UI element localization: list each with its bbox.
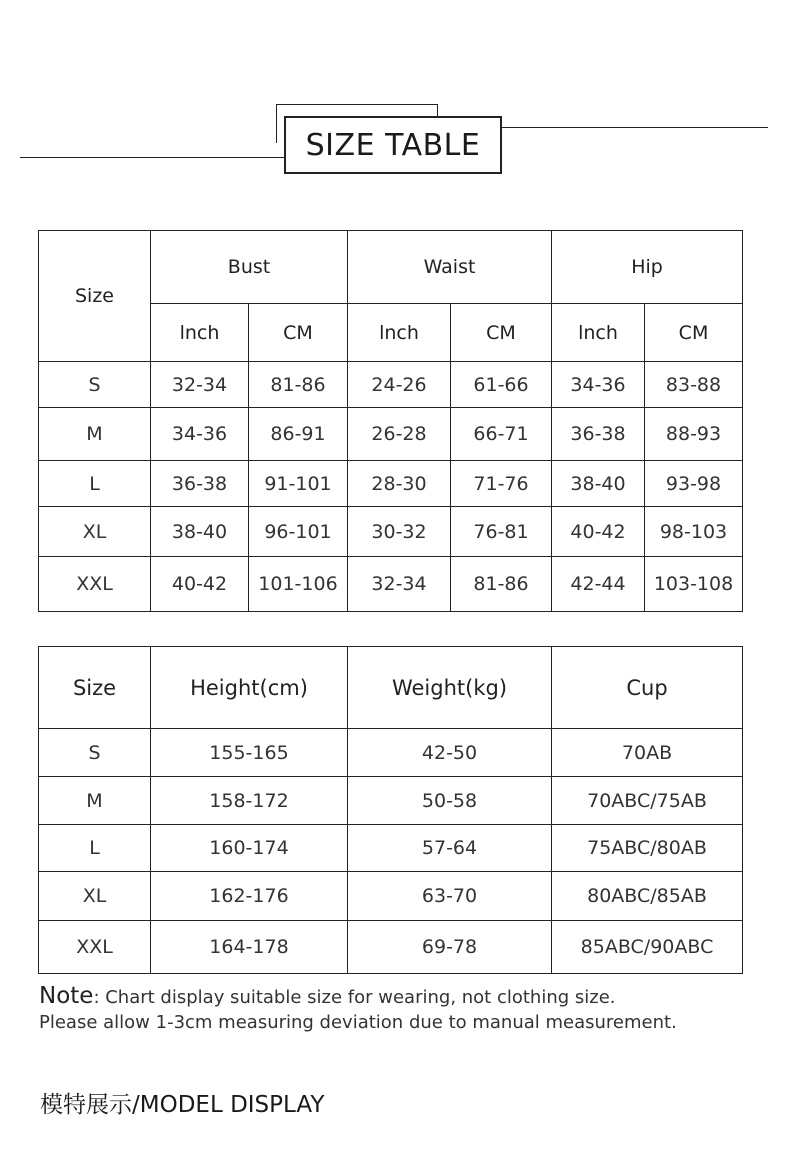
- fit-header-row: [39, 647, 743, 729]
- table-row: [39, 408, 743, 461]
- table-cell: 38-40: [552, 461, 645, 507]
- size-cell: XL: [39, 507, 151, 557]
- table-row: [39, 461, 743, 507]
- unit-header: CM: [249, 304, 348, 362]
- unit-header: lnch: [151, 304, 249, 362]
- unit-header: CM: [645, 304, 743, 362]
- table-cell: 91-101: [249, 461, 348, 507]
- height-header: Height(cm): [151, 647, 348, 729]
- size-table-title-text: SIZE TABLE: [305, 127, 481, 163]
- table-cell: 40-42: [552, 507, 645, 557]
- table-cell: 80ABC/85AB: [552, 872, 743, 921]
- waist-group-header: Waist: [348, 231, 552, 304]
- size-cell: M: [39, 408, 151, 461]
- size-column-header: Size: [39, 231, 151, 362]
- table-cell: 103-108: [645, 557, 743, 612]
- table-row: [39, 921, 743, 974]
- table-row: [39, 825, 743, 872]
- table-cell: 50-58: [348, 777, 552, 825]
- size-cell: XXL: [39, 557, 151, 612]
- title-left-rule: [20, 157, 290, 158]
- table-cell: 36-38: [552, 408, 645, 461]
- table-cell: 75ABC/80AB: [552, 825, 743, 872]
- table-cell: 26-28: [348, 408, 451, 461]
- table-cell: 76-81: [451, 507, 552, 557]
- table-cell: 34-36: [552, 362, 645, 408]
- bust-group-header: Bust: [151, 231, 348, 304]
- table-cell: 85ABC/90ABC: [552, 921, 743, 974]
- table-cell: 98-103: [645, 507, 743, 557]
- note-text-1: : Chart display suitable size for wearing, not clothing size.: [93, 987, 616, 1008]
- table-cell: 70ABC/75AB: [552, 777, 743, 825]
- table-cell: 34-36: [151, 408, 249, 461]
- table-cell: 36-38: [151, 461, 249, 507]
- note-line-1: [39, 984, 759, 1010]
- table-cell: 83-88: [645, 362, 743, 408]
- hip-group-header: Hip: [552, 231, 743, 304]
- table-row: [39, 507, 743, 557]
- size-cell: XXL: [39, 921, 151, 974]
- table-cell: 24-26: [348, 362, 451, 408]
- table-cell: 158-172: [151, 777, 348, 825]
- table-cell: 69-78: [348, 921, 552, 974]
- table-cell: 32-34: [348, 557, 451, 612]
- table-cell: 40-42: [151, 557, 249, 612]
- table-cell: 61-66: [451, 362, 552, 408]
- table-cell: 38-40: [151, 507, 249, 557]
- unit-header: lnch: [348, 304, 451, 362]
- table-cell: 66-71: [451, 408, 552, 461]
- cup-header: Cup: [552, 647, 743, 729]
- table-cell: 164-178: [151, 921, 348, 974]
- table-cell: 32-34: [151, 362, 249, 408]
- size-cell: L: [39, 461, 151, 507]
- table-cell: 81-86: [249, 362, 348, 408]
- table-cell: 70AB: [552, 729, 743, 777]
- table-cell: 28-30: [348, 461, 451, 507]
- size-cell: XL: [39, 872, 151, 921]
- table-cell: 155-165: [151, 729, 348, 777]
- size-cell: L: [39, 825, 151, 872]
- table-cell: 81-86: [451, 557, 552, 612]
- note-block: [39, 984, 759, 1035]
- table-row: [39, 362, 743, 408]
- table-row: [39, 557, 743, 612]
- size-cell: M: [39, 777, 151, 825]
- table-cell: 101-106: [249, 557, 348, 612]
- note-text-2: Please allow 1-3cm measuring deviation due to manual measurement.: [39, 1012, 677, 1033]
- table-row: [39, 729, 743, 777]
- unit-header: CM: [451, 304, 552, 362]
- table-cell: 93-98: [645, 461, 743, 507]
- table-cell: 96-101: [249, 507, 348, 557]
- model-display-heading: 模特展示/MODEL DISPLAY: [40, 1092, 325, 1118]
- title-right-rule: [472, 127, 768, 128]
- table-cell: 30-32: [348, 507, 451, 557]
- weight-header: Weight(kg): [348, 647, 552, 729]
- table-row: [39, 872, 743, 921]
- table-cell: 42-50: [348, 729, 552, 777]
- table-cell: 160-174: [151, 825, 348, 872]
- table-cell: 57-64: [348, 825, 552, 872]
- fit-table: [38, 646, 743, 974]
- table-cell: 162-176: [151, 872, 348, 921]
- table-cell: 88-93: [645, 408, 743, 461]
- table-cell: 63-70: [348, 872, 552, 921]
- unit-header: lnch: [552, 304, 645, 362]
- group-header-row: [39, 231, 743, 304]
- table-cell: 71-76: [451, 461, 552, 507]
- size-cell: S: [39, 729, 151, 777]
- size-cell: S: [39, 362, 151, 408]
- size-table-title: [284, 116, 502, 174]
- note-label: Note: [39, 983, 94, 1009]
- table-cell: 86-91: [249, 408, 348, 461]
- table-row: [39, 777, 743, 825]
- table-cell: 42-44: [552, 557, 645, 612]
- measurement-table: [38, 230, 743, 612]
- fit-size-header: Size: [39, 647, 151, 729]
